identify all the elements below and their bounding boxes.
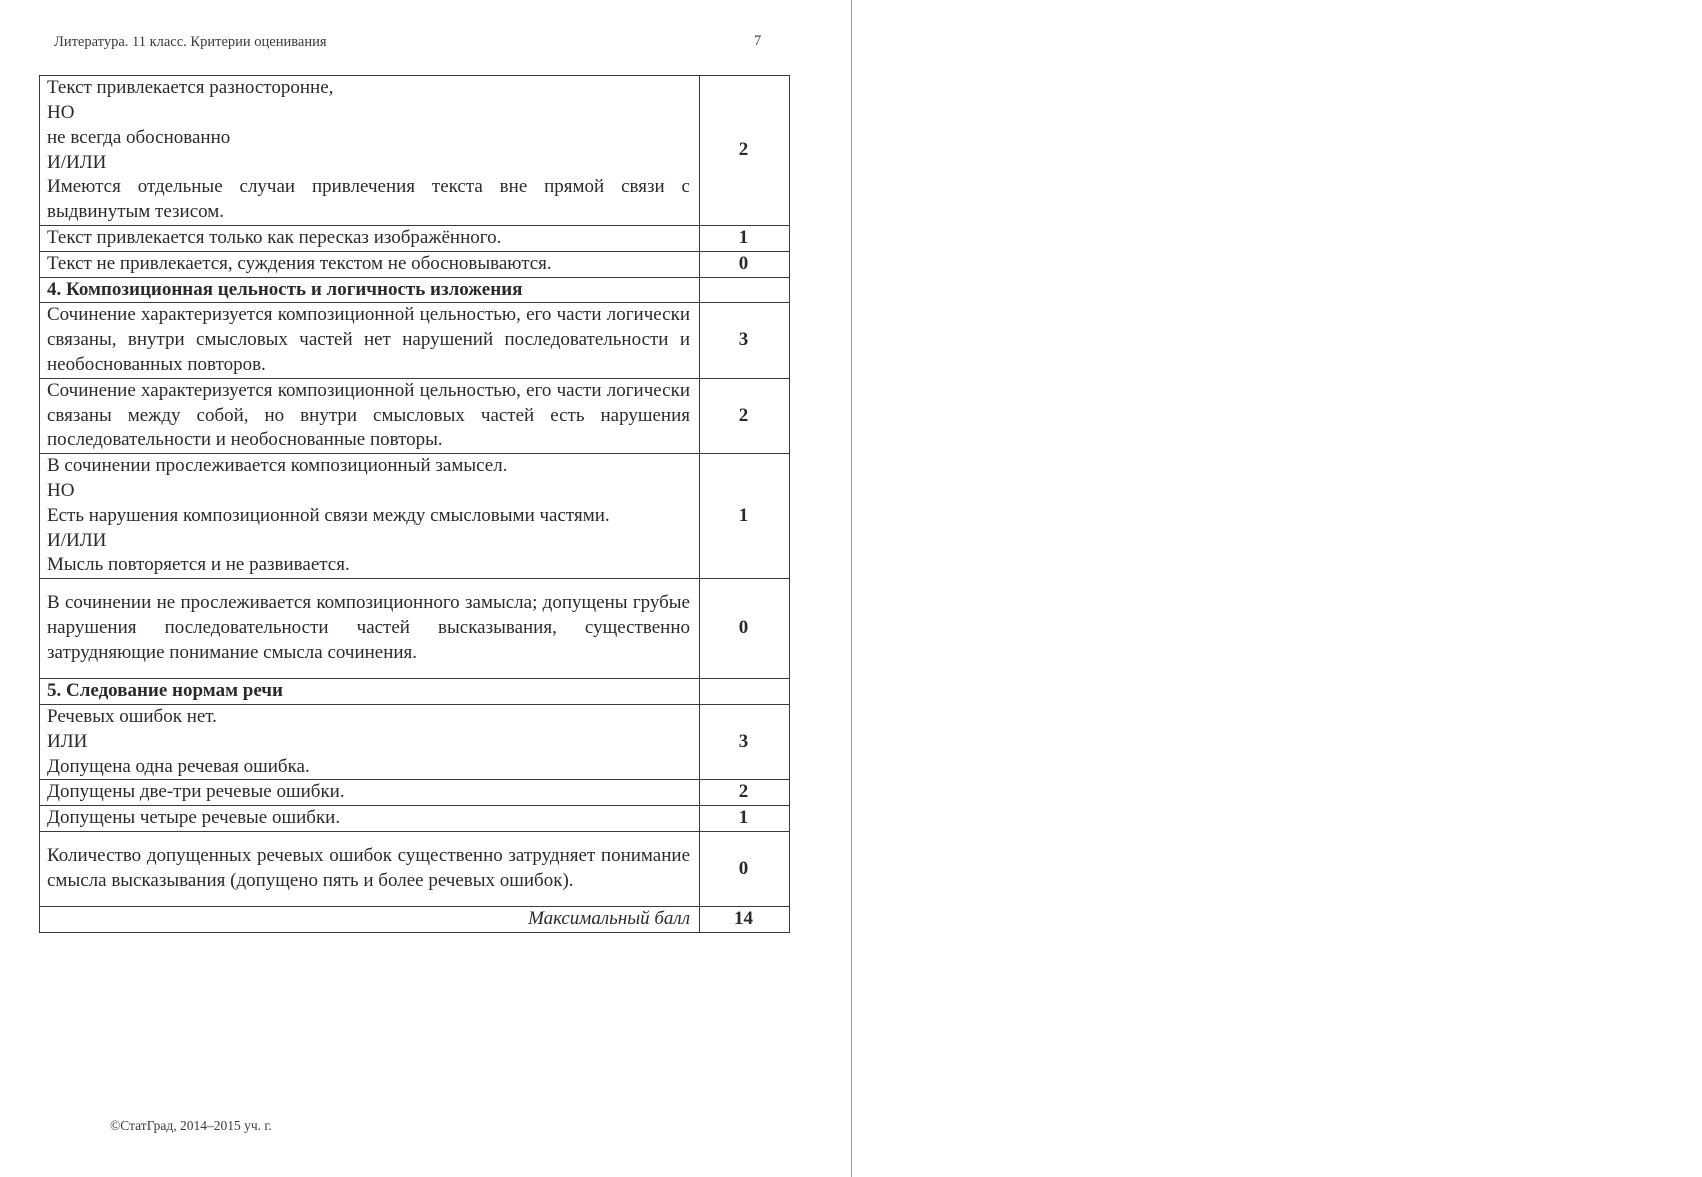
table-row bbox=[40, 76, 790, 226]
table-row bbox=[40, 454, 790, 579]
criterion-line: Имеются отдельные случаи привлечения текста вне прямой связи с выдвинутым тезисом. bbox=[47, 176, 690, 223]
criterion-score: 2 bbox=[700, 378, 790, 453]
criterion-score: 1 bbox=[700, 806, 790, 832]
criterion-score: 0 bbox=[700, 579, 790, 679]
criterion-description: Сочинение характеризуется композиционной цельностью, его части логически связаны, внутри смысловых частей нет нарушений последовательности и необоснованных повторов. bbox=[40, 303, 700, 378]
criterion-line: ИЛИ bbox=[47, 730, 88, 752]
criterion-score: 3 bbox=[700, 704, 790, 779]
criterion-score: 3 bbox=[700, 303, 790, 378]
table-row bbox=[40, 831, 790, 906]
criterion-line: Текст привлекается разносторонне, bbox=[47, 77, 334, 99]
criterion-score: 2 bbox=[700, 780, 790, 806]
section-title: 5. Следование нормам речи bbox=[40, 679, 700, 705]
total-score: 14 bbox=[700, 906, 790, 932]
criterion-line: Допущена одна речевая ошибка. bbox=[47, 755, 310, 777]
page-number: 7 bbox=[754, 33, 762, 49]
blank-page bbox=[852, 0, 1702, 1177]
criterion-line: НО bbox=[47, 101, 75, 123]
table-row bbox=[40, 378, 790, 453]
criterion-description bbox=[40, 76, 700, 226]
total-label: Максимальный балл bbox=[40, 906, 700, 932]
table-row bbox=[40, 780, 790, 806]
criterion-line: Мысль повторяется и не развивается. bbox=[47, 554, 350, 576]
total-row bbox=[40, 906, 790, 932]
criterion-line: И/ИЛИ bbox=[47, 151, 107, 173]
table-row bbox=[40, 303, 790, 378]
criterion-score: 0 bbox=[700, 251, 790, 277]
table-row bbox=[40, 579, 790, 679]
criteria-table bbox=[39, 75, 790, 933]
section-row bbox=[40, 277, 790, 303]
header-title: Литература. 11 класс. Критерии оценивания bbox=[54, 34, 327, 50]
criterion-description: Допущены две-три речевые ошибки. bbox=[40, 780, 700, 806]
criterion-description: Допущены четыре речевые ошибки. bbox=[40, 806, 700, 832]
criterion-score: 0 bbox=[700, 831, 790, 906]
empty-score-cell bbox=[700, 679, 790, 705]
criterion-line: Речевых ошибок нет. bbox=[47, 705, 217, 727]
criterion-description bbox=[40, 454, 700, 579]
criterion-score: 1 bbox=[700, 454, 790, 579]
table-row bbox=[40, 704, 790, 779]
criterion-line: не всегда обоснованно bbox=[47, 126, 231, 148]
criterion-description: Текст не привлекается, суждения текстом не обосновываются. bbox=[40, 251, 700, 277]
footer-copyright: ©СтатГрад, 2014–2015 уч. г. bbox=[110, 1118, 272, 1133]
table-row bbox=[40, 251, 790, 277]
criterion-description bbox=[40, 704, 700, 779]
criterion-description: В сочинении не прослеживается композиционного замысла; допущены грубые нарушения последовательности частей высказывания, существенно затрудняющие понимание смысла сочинения. bbox=[40, 579, 700, 679]
criterion-line: НО bbox=[47, 479, 75, 501]
empty-score-cell bbox=[700, 277, 790, 303]
criterion-score: 1 bbox=[700, 226, 790, 252]
criterion-line: В сочинении прослеживается композиционный замысел. bbox=[47, 455, 508, 477]
criterion-line: И/ИЛИ bbox=[47, 529, 107, 551]
section-row bbox=[40, 679, 790, 705]
criterion-description: Текст привлекается только как пересказ изображённого. bbox=[40, 226, 700, 252]
criterion-description: Количество допущенных речевых ошибок существенно затрудняет понимание смысла высказывания (допущено пять и более речевых ошибок). bbox=[40, 831, 700, 906]
table-row bbox=[40, 226, 790, 252]
criterion-description: Сочинение характеризуется композиционной цельностью, его части логически связаны между собой, но внутри смысловых частей есть нарушения последовательности и необоснованные повторы. bbox=[40, 378, 700, 453]
criterion-line: Есть нарушения композиционной связи между смысловыми частями. bbox=[47, 504, 610, 526]
section-title: 4. Композиционная цельность и логичность изложения bbox=[40, 277, 700, 303]
criterion-score: 2 bbox=[700, 76, 790, 226]
table-row bbox=[40, 806, 790, 832]
